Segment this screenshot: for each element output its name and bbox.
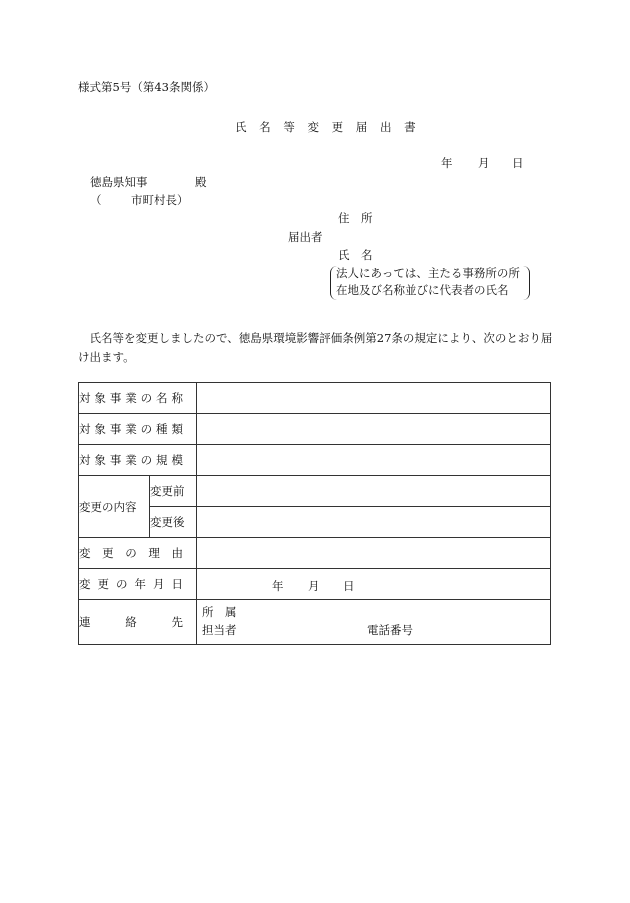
title-char: 等 (283, 120, 295, 134)
contact-person-row (197, 622, 550, 642)
label-project-type: 対 象 事 業 の 種 類 (79, 414, 197, 445)
addressee-mayor: 市町村長） (131, 193, 189, 207)
applicant-address-label: 住 所 (338, 211, 373, 225)
table-row (79, 383, 551, 414)
after-change-field[interactable] (197, 507, 551, 538)
project-name-field[interactable] (197, 383, 551, 414)
title-char: 出 (379, 120, 392, 134)
addressee-honorific: 殿 (195, 175, 207, 189)
change-date-field[interactable] (197, 569, 551, 600)
label-change-date: 変 更 の 年 月 日 (79, 569, 197, 600)
contact-field[interactable] (197, 600, 551, 645)
label-before-change: 変更前 (150, 476, 197, 507)
table-row (79, 538, 551, 569)
body-text: 氏名等を変更しましたので、徳島県環境影響評価条例第27条の規定により、次のとおり届け出ます。 (78, 331, 553, 364)
table-row (79, 600, 551, 645)
form-number: 様式第5号（第43条関係） (78, 80, 215, 94)
corporate-note-line2: 在地及び名称並びに代表者の氏名 (336, 283, 509, 297)
label-project-scale: 対 象 事 業 の 規 模 (79, 445, 197, 476)
applicant-label: 届出者 (288, 230, 323, 244)
document-title (235, 122, 416, 134)
date-day: 日 (512, 156, 524, 170)
label-contact: 連 絡 先 (79, 600, 197, 645)
change-reason-field[interactable] (197, 538, 551, 569)
label-change-reason: 変 更 の 理 由 (79, 538, 197, 569)
title-char: 更 (331, 120, 344, 134)
contact-affiliation: 所 属 (202, 605, 237, 619)
date-month: 月 (478, 156, 490, 170)
title-char: 名 (259, 120, 271, 134)
change-date-month: 月 (308, 579, 320, 593)
label-after-change: 変更後 (150, 507, 197, 538)
date-year: 年 (441, 156, 453, 170)
change-form-table (78, 382, 551, 645)
label-change-content: 変更の内容 (79, 476, 150, 538)
project-type-field[interactable] (197, 414, 551, 445)
table-row (79, 569, 551, 600)
table-row (79, 445, 551, 476)
title-char: 届 (355, 120, 368, 134)
change-date-year: 年 (272, 579, 284, 593)
before-change-field[interactable] (197, 476, 551, 507)
table-row (79, 476, 551, 507)
change-date-day: 日 (343, 579, 355, 593)
contact-person: 担当者 (202, 623, 237, 637)
title-char: 変 (307, 120, 319, 134)
project-scale-field[interactable] (197, 445, 551, 476)
contact-phone: 電話番号 (367, 623, 413, 637)
applicant-name-label: 氏 名 (338, 248, 373, 262)
corporate-note-line1: 法人にあっては、主たる事務所の所 (336, 266, 520, 280)
table-row (79, 507, 551, 538)
table-row (79, 414, 551, 445)
title-char: 書 (404, 120, 416, 134)
addressee-governor: 徳島県知事 (90, 175, 148, 189)
addressee-open-paren: （ (90, 193, 102, 207)
label-project-name: 対 象 事 業 の 名 称 (79, 383, 197, 414)
title-char: 氏 (235, 120, 247, 134)
